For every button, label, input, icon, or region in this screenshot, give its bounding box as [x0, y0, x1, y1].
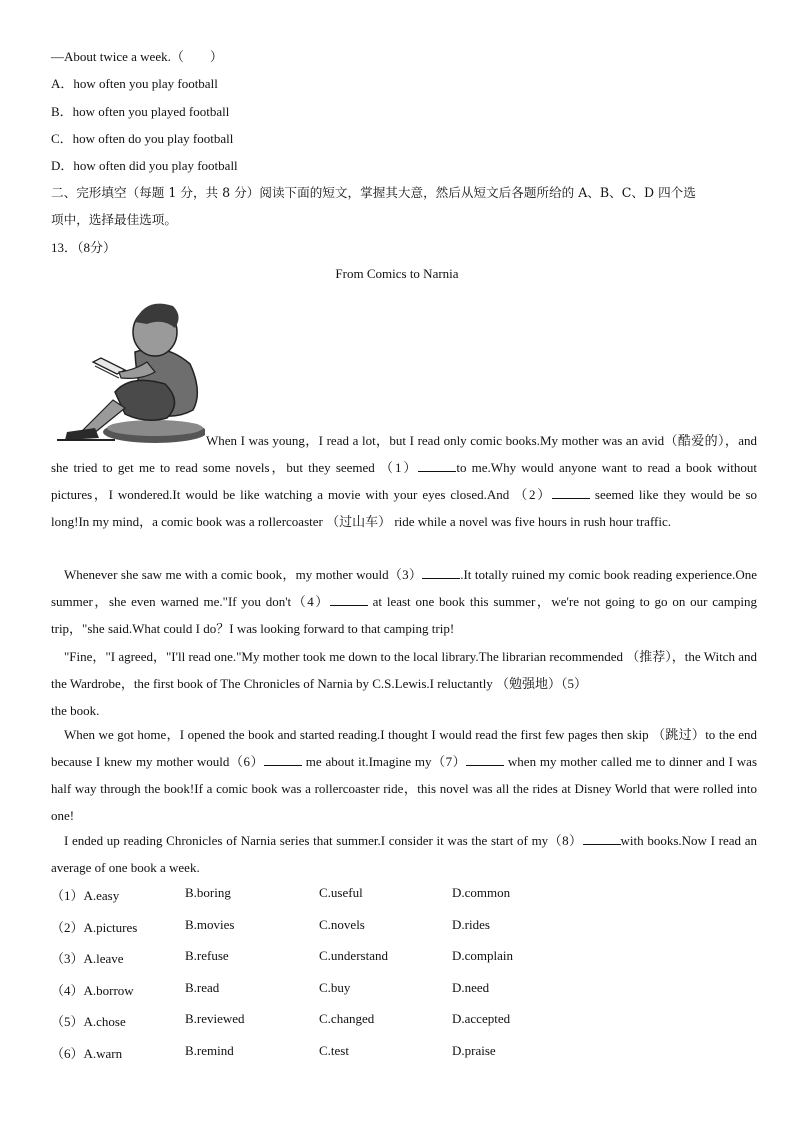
paragraph-2 — [51, 561, 757, 642]
paragraph-1-text-c: seemed like they would be so long!In my mind，a comic book was a rollercoaster （过山车） ride while a novel was five hours in rush hour traffic. — [51, 487, 758, 529]
blank-6 — [264, 753, 302, 766]
choice-4c: C.buy — [319, 980, 351, 995]
paragraph-4-text-c: when my mother called me to dinner and I was half way through the book!If a comic book was a rollercoaster ride，this novel was all the rides at Disney World that were rolled into one! — [51, 754, 758, 823]
paragraph-5-text-a: I ended up reading Chronicles of Narnia series that summer.I consider it was the start of my（8） — [64, 833, 583, 848]
question-number: 13．（8分） — [51, 240, 117, 255]
choice-1a: （1）A.easy — [51, 888, 120, 903]
choice-6d: D.praise — [452, 1043, 496, 1058]
choice-5b: B.reviewed — [185, 1011, 245, 1026]
paragraph-2-text-a: Whenever she saw me with a comic book，my mother would（3） — [64, 567, 423, 582]
choice-5d: D.accepted — [452, 1011, 511, 1026]
blank-7 — [466, 753, 504, 766]
choice-5c: C.changed — [319, 1011, 375, 1026]
blank-2 — [552, 486, 590, 499]
paragraph-4-text-b: me about it.Imagine my（7） — [302, 754, 467, 769]
paragraph-3-text-b: the book. — [51, 703, 100, 718]
section-heading-line2: 项中，选择最佳选项。 — [51, 212, 177, 227]
blank-3 — [422, 566, 460, 579]
boy-reading-illustration — [55, 292, 205, 444]
choice-4b: B.read — [185, 980, 220, 995]
choice-2d: D.rides — [452, 917, 490, 932]
choice-2c: C.novels — [319, 917, 365, 932]
choice-1b: B.boring — [185, 885, 231, 900]
choice-3d: D.complain — [452, 948, 514, 963]
choice-6b: B.remind — [185, 1043, 234, 1058]
section-heading-line1: 二、完形填空（每题 1 分，共 8 分）阅读下面的短文，掌握其大意，然后从短文后各题所给的 A、B、C、D 四个选 — [51, 185, 696, 200]
paragraph-2-text-c: at least one book this summer，we're not going to go on our camping trip，"she said.What could I do？I was looking forward to that camping trip! — [51, 594, 758, 636]
paragraph-4 — [51, 721, 757, 829]
paragraph-1-text-b: to me.Why would anyone want to read a book without pictures，I wondered.It would be like watching a movie with your eyes closed.And （2） — [51, 460, 757, 502]
blank-4 — [330, 593, 368, 606]
paragraph-5-text-b: with books.Now I read an average of one book a week. — [51, 833, 757, 875]
option-b: B．how often you played football — [51, 104, 230, 119]
choice-1d: D.common — [452, 885, 511, 900]
choice-2b: B.movies — [185, 917, 235, 932]
paragraph-5 — [51, 827, 757, 881]
paragraph-3 — [51, 643, 757, 724]
paragraph-1 — [51, 427, 757, 535]
choice-5a: （5）A.chose — [51, 1014, 126, 1029]
choice-2a: （2）A.pictures — [51, 920, 138, 935]
paragraph-1-text-a: When I was young，I read a lot，but I read only comic books.My mother was an avid（酷爱的），and she tried to get me to read some novels，but they seemed （1） — [51, 433, 757, 475]
choice-6a: （6）A.warn — [51, 1046, 123, 1061]
paragraph-2-text-b: .It totally ruined my comic book reading experience.One summer，she even warned me."If you don't（4） — [51, 567, 757, 609]
choice-6c: C.test — [319, 1043, 349, 1058]
option-c: C．how often do you play football — [51, 131, 234, 146]
choice-3a: （3）A.leave — [51, 951, 124, 966]
paragraph-3-text-a: "Fine，"I agreed，"I'll read one."My mother took me down to the local library.The librarian recommended （推荐），the Witch and the Wardrobe，the first book of The Chronicles of Narnia by C.S.Lewis.I reluctantly （勉强地）（5） — [51, 649, 757, 691]
question-prompt: —About twice a week.（ ） — [51, 49, 223, 64]
passage-title: From Comics to Narnia — [335, 266, 459, 281]
choice-3c: C.understand — [319, 948, 388, 963]
option-d: D．how often did you play football — [51, 158, 238, 173]
choice-4d: D.need — [452, 980, 490, 995]
option-a: A．how often you play football — [51, 76, 218, 91]
blank-1 — [418, 459, 456, 472]
choice-4a: （4）A.borrow — [51, 983, 134, 998]
paragraph-4-text-a: When we got home，I opened the book and started reading.I thought I would read the first few pages then skip （跳过）to the end because I knew my mother would（6） — [51, 727, 757, 769]
choice-1c: C.useful — [319, 885, 363, 900]
choice-3b: B.refuse — [185, 948, 229, 963]
blank-8 — [583, 832, 621, 845]
